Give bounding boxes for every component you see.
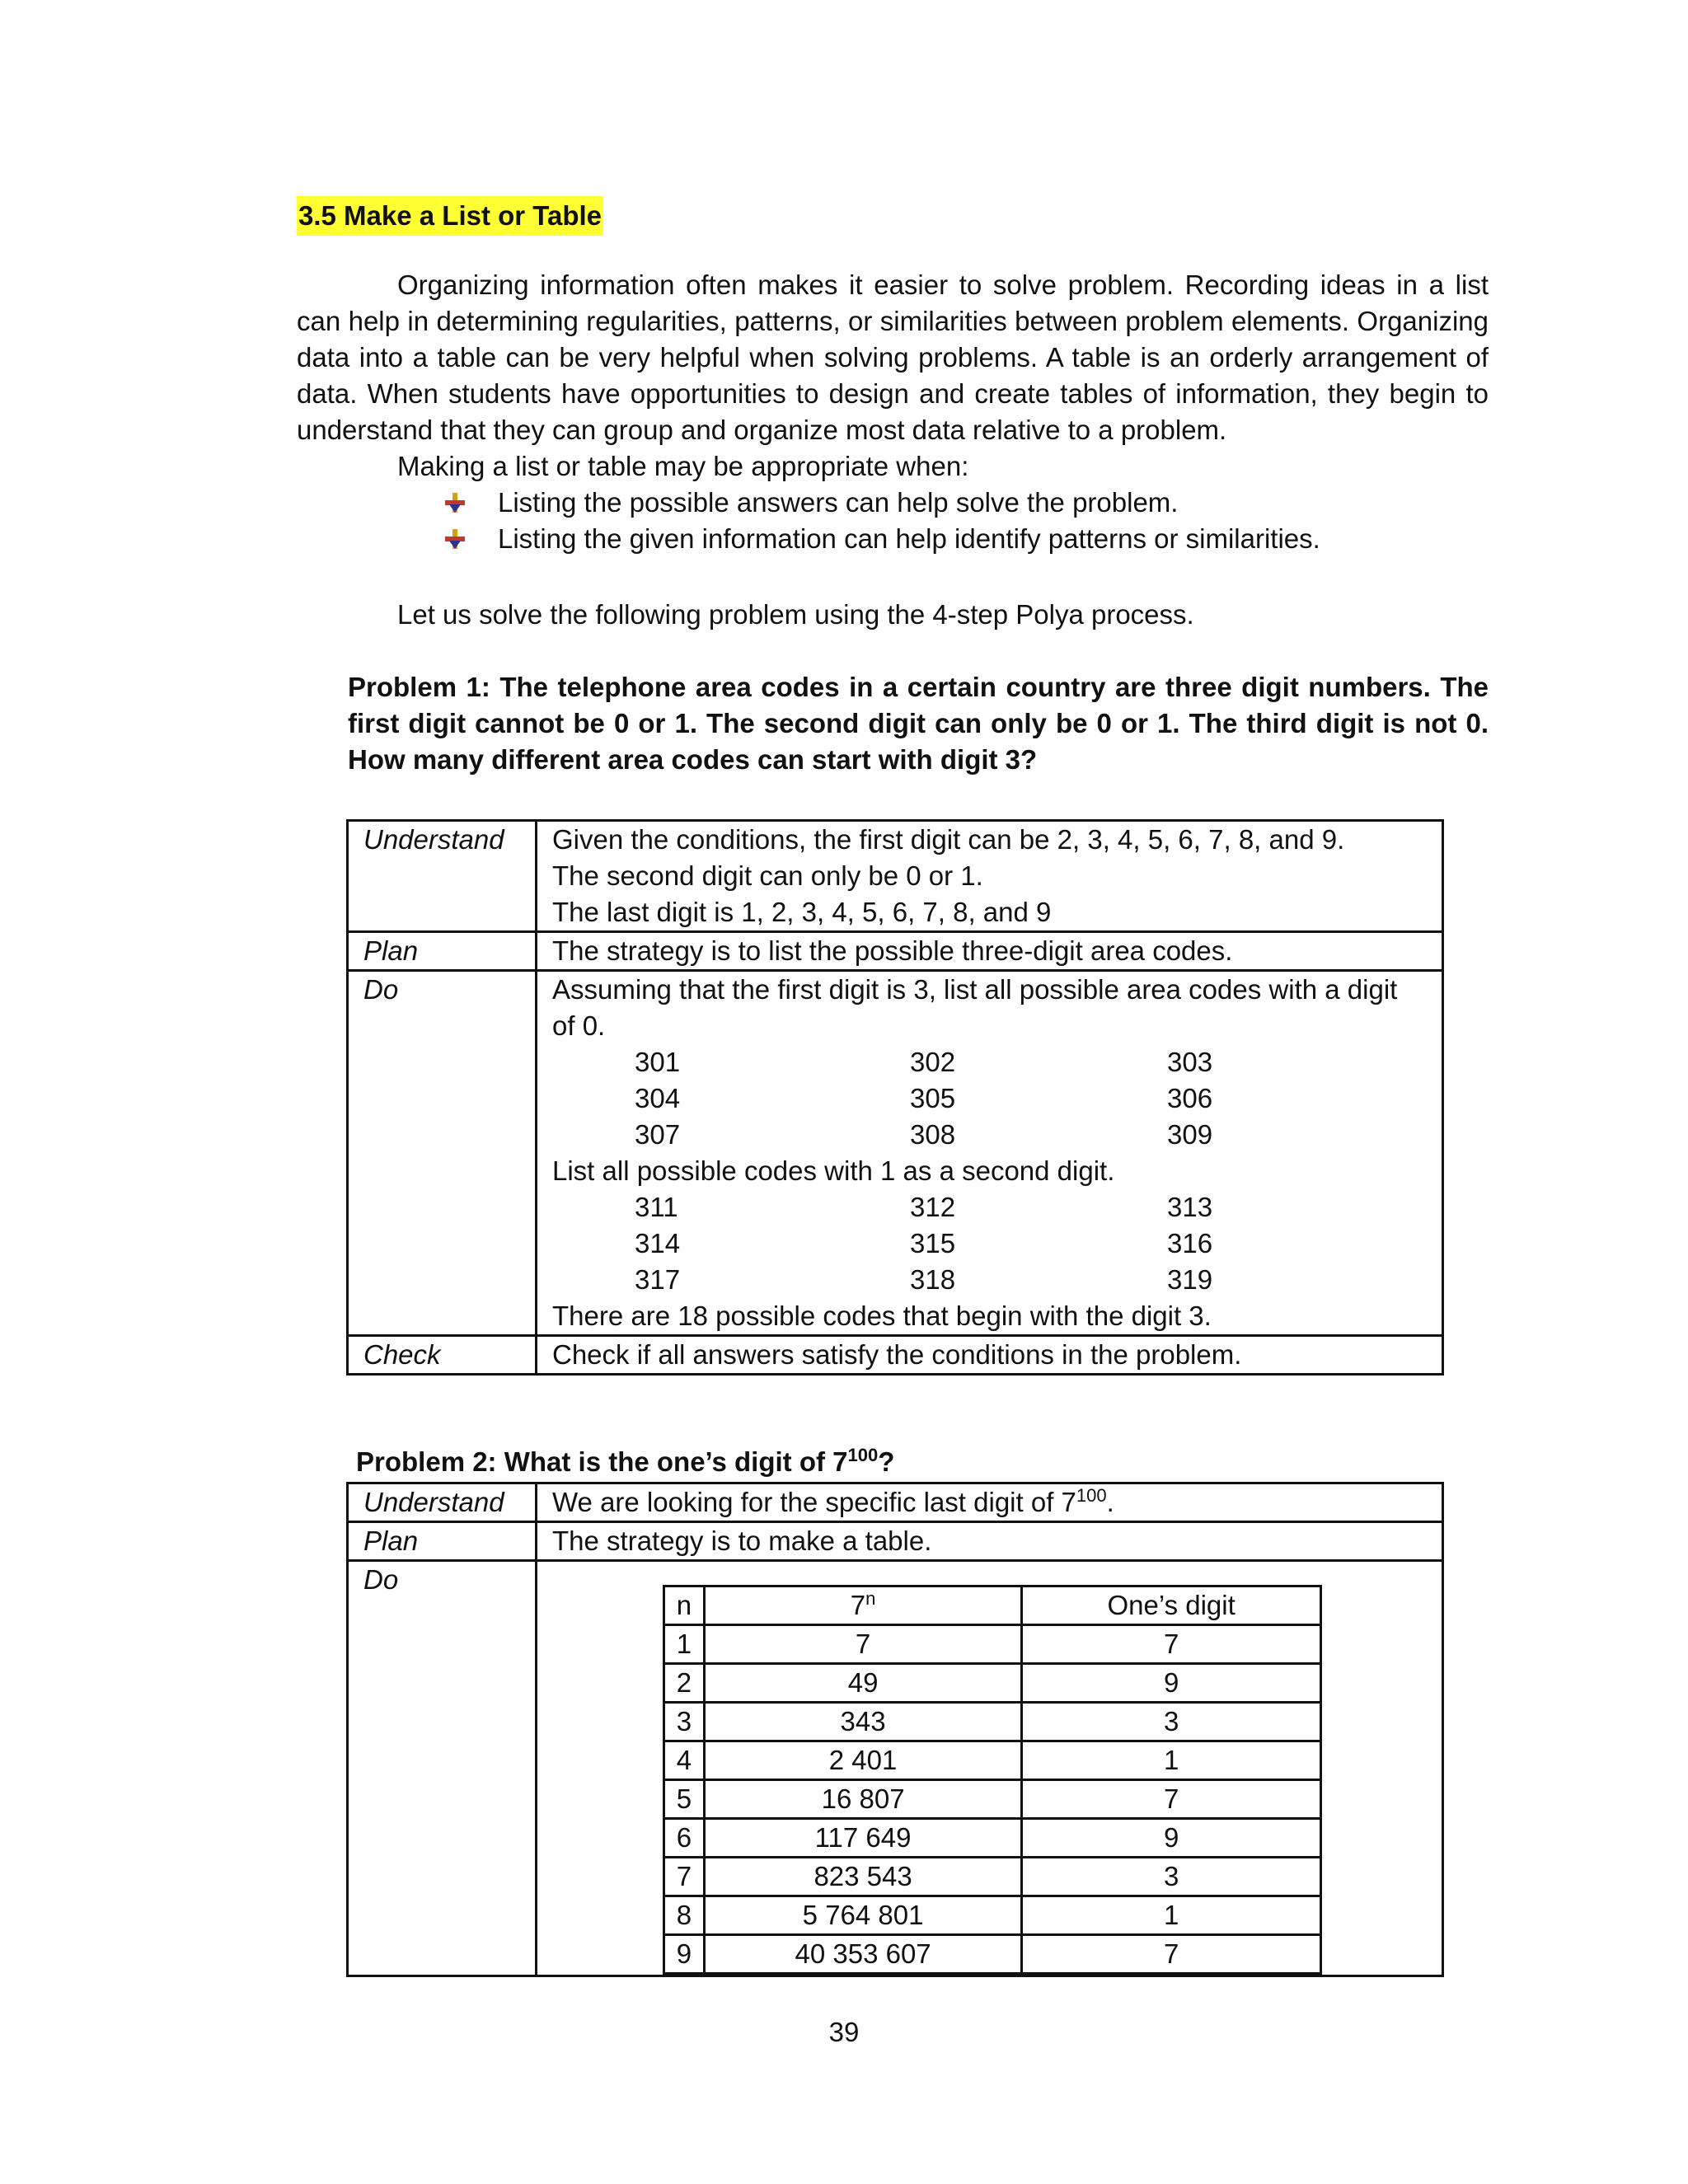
table-row xyxy=(348,1336,1443,1375)
table-row xyxy=(348,1483,1443,1522)
problem1-statement: Problem 1: The telephone area codes in a certain country are three digit numbers. The first digit cannot be 0 or 1. The second digit can only be 0 or 1. The third digit is not 0. How many different area codes can start with digit 3? xyxy=(348,672,1489,775)
cell-ones-digit: 7 xyxy=(1022,1780,1321,1819)
codes-second-digit-1 xyxy=(552,1189,1427,1298)
problem2-title xyxy=(356,1444,894,1480)
understand-line: The last digit is 1, 2, 3, 4, 5, 6, 7, 8, and 9 xyxy=(552,897,1052,927)
bullet-item xyxy=(397,485,1469,521)
table-row xyxy=(664,1741,1321,1780)
table-row xyxy=(348,1561,1443,1976)
header-power-exp: n xyxy=(865,1588,876,1609)
do-middle: List all possible codes with 1 as a second digit. xyxy=(552,1155,1115,1186)
problem1-table xyxy=(346,819,1444,1376)
header-power xyxy=(704,1586,1021,1625)
area-code: 309 xyxy=(1167,1119,1213,1150)
understand-suffix: . xyxy=(1106,1487,1114,1517)
cell-power: 117 649 xyxy=(704,1819,1021,1858)
table-row xyxy=(348,932,1443,971)
understand-cell xyxy=(537,821,1443,932)
arrow-bullet-icon xyxy=(445,493,465,513)
bullet-text: Listing the possible answers can help solve the problem. xyxy=(498,487,1179,518)
arrow-bullet-icon xyxy=(445,529,465,549)
cell-n: 6 xyxy=(664,1819,705,1858)
cell-n: 2 xyxy=(664,1664,705,1703)
cell-power: 2 401 xyxy=(704,1741,1021,1780)
cell-ones-digit: 7 xyxy=(1022,1625,1321,1664)
do-intro: Assuming that the first digit is 3, list all possible area codes with a digit of 0. xyxy=(552,974,1398,1041)
table-row xyxy=(664,1780,1321,1819)
problem2-title-text: Problem 2: What is the one’s digit of 7 xyxy=(356,1446,848,1477)
stage-plan: Plan xyxy=(348,932,537,971)
area-code: 303 xyxy=(1167,1047,1213,1077)
table-row xyxy=(664,1664,1321,1703)
intro-paragraph-text: Organizing information often makes it easier to solve problem. Recording ideas in a list can help in determining regularities, patterns, or similarities between problem elements. Organizing data into a table can be very helpful when solving problems. A table is an orderly arrangement of data. When students have opportunities to design and create tables of information, they begin to understand that they can group and organize most data relative to a problem. xyxy=(297,269,1489,445)
area-code: 302 xyxy=(910,1047,956,1077)
cell-ones-digit: 9 xyxy=(1022,1819,1321,1858)
cell-ones-digit: 1 xyxy=(1022,1896,1321,1935)
area-code: 306 xyxy=(1167,1083,1213,1113)
cell-power: 5 764 801 xyxy=(704,1896,1021,1935)
understand-line: Given the conditions, the first digit can be 2, 3, 4, 5, 6, 7, 8, and 9. xyxy=(552,824,1345,855)
table-row xyxy=(664,1935,1321,1974)
cell-n: 3 xyxy=(664,1703,705,1741)
do-cell xyxy=(537,971,1443,1336)
intro-lead: Making a list or table may be appropriate when: xyxy=(397,451,969,481)
intro-paragraph xyxy=(297,267,1489,448)
intro-list-block xyxy=(397,448,1469,557)
area-code: 305 xyxy=(910,1083,956,1113)
understand-cell xyxy=(537,1483,1443,1522)
area-code: 317 xyxy=(635,1264,681,1295)
table-row xyxy=(664,1625,1321,1664)
cell-ones-digit: 1 xyxy=(1022,1741,1321,1780)
header-power-base: 7 xyxy=(850,1590,866,1620)
plan-cell: The strategy is to list the possible three-digit area codes. xyxy=(537,932,1443,971)
cell-n: 4 xyxy=(664,1741,705,1780)
area-code: 308 xyxy=(910,1119,956,1150)
stage-understand: Understand xyxy=(348,1483,537,1522)
problem2-title-suffix: ? xyxy=(878,1446,895,1477)
cell-ones-digit: 3 xyxy=(1022,1703,1321,1741)
powers-body xyxy=(664,1625,1321,1974)
problem2-table xyxy=(346,1482,1444,1977)
area-code: 318 xyxy=(910,1264,956,1295)
table-row xyxy=(348,1522,1443,1561)
table-row xyxy=(664,1703,1321,1741)
cell-ones-digit: 3 xyxy=(1022,1858,1321,1896)
area-code: 312 xyxy=(910,1192,956,1222)
stage-understand: Understand xyxy=(348,821,537,932)
area-code: 301 xyxy=(635,1047,681,1077)
codes-second-digit-0 xyxy=(552,1044,1427,1153)
section-heading: 3.5 Make a List or Table xyxy=(297,196,603,236)
table-row xyxy=(348,821,1443,932)
area-code: 316 xyxy=(1167,1228,1213,1258)
cell-n: 5 xyxy=(664,1780,705,1819)
cell-n: 1 xyxy=(664,1625,705,1664)
cell-n: 7 xyxy=(664,1858,705,1896)
stage-do: Do xyxy=(348,971,537,1336)
page-number: 39 xyxy=(828,2017,860,2047)
do-cell xyxy=(537,1561,1443,1976)
understand-text: We are looking for the specific last digit of 7 xyxy=(552,1487,1076,1517)
cell-n: 9 xyxy=(664,1935,705,1974)
area-code: 314 xyxy=(635,1228,681,1258)
problem2-exponent: 100 xyxy=(847,1445,879,1465)
bullet-text: Listing the given information can help identify patterns or similarities. xyxy=(498,523,1320,554)
stage-check: Check xyxy=(348,1336,537,1375)
check-cell: Check if all answers satisfy the conditions in the problem. xyxy=(537,1336,1443,1375)
area-code: 319 xyxy=(1167,1264,1213,1295)
polya-intro: Let us solve the following problem using the 4-step Polya process. xyxy=(397,599,1194,630)
understand-exponent: 100 xyxy=(1076,1485,1107,1506)
table-row xyxy=(664,1896,1321,1935)
table-row xyxy=(664,1819,1321,1858)
powers-header-row xyxy=(664,1586,1321,1625)
cell-n: 8 xyxy=(664,1896,705,1935)
cell-ones-digit: 7 xyxy=(1022,1935,1321,1974)
cell-power: 16 807 xyxy=(704,1780,1021,1819)
bullet-item xyxy=(397,521,1469,557)
header-ones-digit: One’s digit xyxy=(1022,1586,1321,1625)
stage-do: Do xyxy=(348,1561,537,1976)
table-row xyxy=(348,971,1443,1336)
cell-power: 49 xyxy=(704,1664,1021,1703)
table-row xyxy=(664,1858,1321,1896)
area-code: 304 xyxy=(635,1083,681,1113)
do-result: There are 18 possible codes that begin with the digit 3. xyxy=(552,1301,1212,1331)
cell-power: 40 353 607 xyxy=(704,1935,1021,1974)
area-code: 311 xyxy=(635,1192,678,1222)
area-code: 313 xyxy=(1167,1192,1213,1222)
stage-plan: Plan xyxy=(348,1522,537,1561)
plan-cell: The strategy is to make a table. xyxy=(537,1522,1443,1561)
header-n: n xyxy=(664,1586,705,1625)
cell-ones-digit: 9 xyxy=(1022,1664,1321,1703)
bullet-list xyxy=(397,485,1469,557)
area-code: 307 xyxy=(635,1119,681,1150)
cell-power: 343 xyxy=(704,1703,1021,1741)
cell-power: 823 543 xyxy=(704,1858,1021,1896)
area-code: 315 xyxy=(910,1228,956,1258)
understand-line: The second digit can only be 0 or 1. xyxy=(552,860,983,891)
cell-power: 7 xyxy=(704,1625,1021,1664)
powers-table xyxy=(663,1585,1322,1975)
